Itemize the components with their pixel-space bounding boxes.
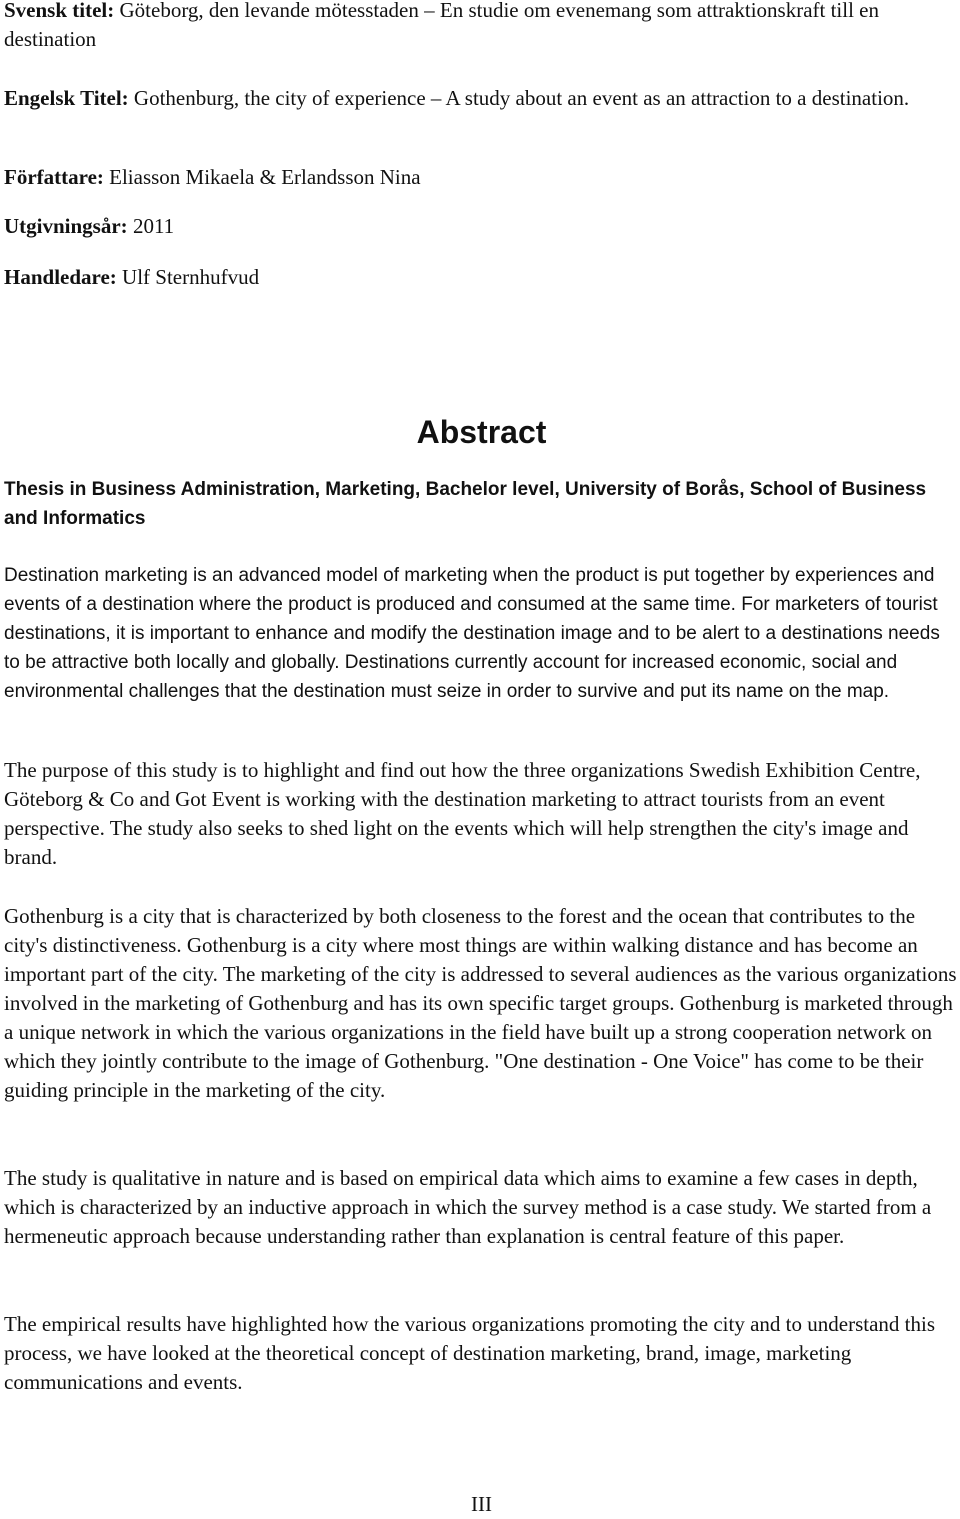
abstract-heading: Abstract (416, 414, 547, 450)
supervisor-text: Ulf Sternhufvud (122, 265, 260, 289)
abstract-paragraph-5: The empirical results have highlighted how the various organizations promoting the city and to understand this process, we have looked at the theoretical concept of destination marketing, brand, image, marketing communications and events. (4, 1312, 935, 1394)
authors-label: Författare: (4, 165, 104, 189)
abstract-paragraph-2: The purpose of this study is to highlight and find out how the three organizations Swedish Exhibition Centre, Göteborg & Co and Got Event is working with the destination marketing to attract tourists from an event perspective. The study also seeks to shed light on the events which will help strengthen the city's image and brand. (4, 758, 921, 869)
abstract-subtitle: Thesis in Business Administration, Marketing, Bachelor level, University of Borås, School of Business and Informatics (4, 479, 927, 529)
year-line (4, 212, 959, 241)
swedish-title-text: Göteborg, den levande mötesstaden – En studie om evenemang som attraktionskraft till en destination (4, 0, 880, 51)
page-number: III (471, 1492, 492, 1516)
authors-text: Eliasson Mikaela & Erlandsson Nina (109, 165, 421, 189)
abstract-paragraph-3: Gothenburg is a city that is characterized by both closeness to the forest and the ocean that contributes to the city's distinctiveness. Gothenburg is a city where most things are within walking distance and has become an important part of the city. The marketing of the city is addressed to several audiences as the various organizations involved in the marketing of Gothenburg and has its own specific target groups. Gothenburg is marketed through a unique network in which the various organizations in the field have built up a strong cooperation network on which they jointly contribute to the image of Gothenburg. "One destination - One Voice" has come to be their guiding principle in the marketing of the city. (4, 904, 957, 1102)
authors-line (4, 163, 959, 192)
supervisor-line (4, 263, 959, 292)
year-label: Utgivningsår: (4, 214, 128, 238)
english-title (4, 84, 959, 113)
abstract-paragraph-1: Destination marketing is an advanced model of marketing when the product is put together by experiences and events of a destination where the product is produced and consumed at the same time. For marketers of tourist destinations, it is important to enhance and modify the destination image and to be alert to a destinations needs to be attractive both locally and globally. Destinations currently account for increased economic, social and environmental challenges that the destination must seize in order to survive and put its name on the map. (4, 565, 940, 702)
english-title-label: Engelsk Titel: (4, 86, 129, 110)
abstract-paragraph-4: The study is qualitative in nature and is based on empirical data which aims to examine a few cases in depth, which is characterized by an inductive approach in which the survey method is a case study. We started from a hermeneutic approach because understanding rather than explanation is central feature of this paper. (4, 1166, 932, 1248)
year-text: 2011 (132, 214, 175, 238)
swedish-title-label: Svensk titel: (4, 0, 115, 22)
supervisor-label: Handledare: (4, 265, 117, 289)
english-title-text: Gothenburg, the city of experience – A study about an event as an attraction to a destination. (133, 86, 910, 110)
document-page (4, 0, 959, 1515)
swedish-title (4, 0, 959, 54)
